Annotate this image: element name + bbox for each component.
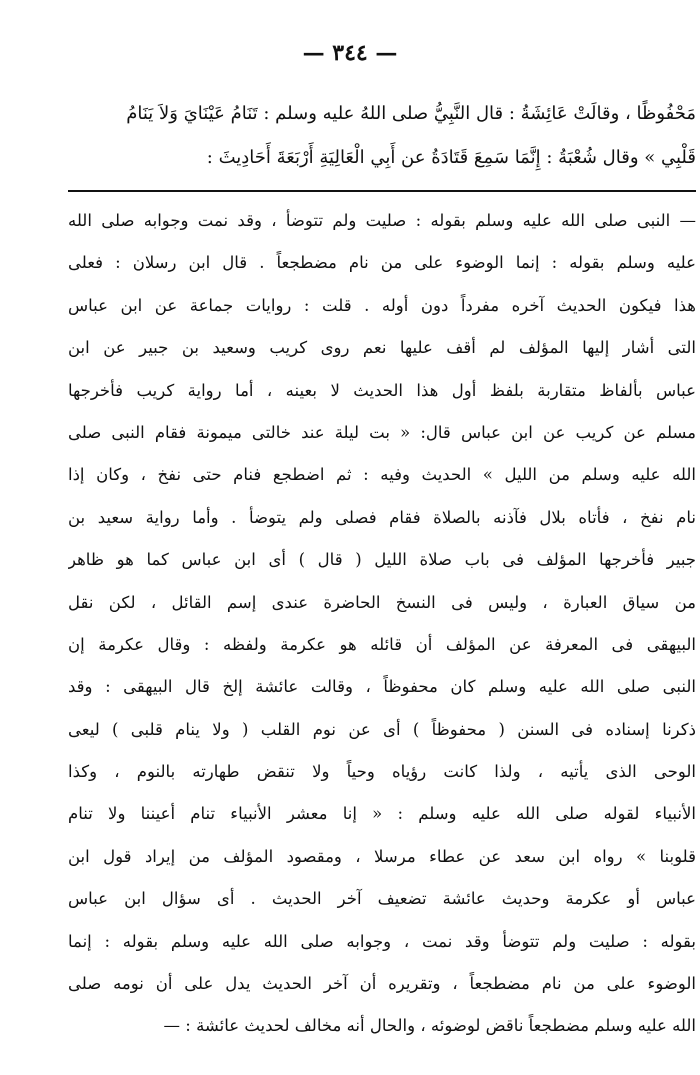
commentary-line: عليه وسلم بقوله : إنما الوضوء على من نام مضطجعاً . قال ابن رسلان : فعلى [68,253,696,273]
commentary-line: الوضوء على من نام مضطجعاً ، وتقريره أن آخر الحديث يدل على أن نومه صلى [68,974,696,994]
commentary-line: بقوله : صليت ولم تتوضأ وقد نمت ، وجوابه صلى الله عليه وسلم بقوله : إنما [68,931,696,951]
commentary-line: مسلم عن كريب عن ابن عباس قال: « بت ليلة عند خالتى ميمونة فقام النبى صلى [68,422,696,442]
commentary-line: هذا فيكون الحديث آخره مفرداً دون أوله . قلت : روايات جماعة عن ابن عباس [68,295,696,315]
commentary-line: ذكرنا إسناده فى السنن ( محفوظاً ) أى عن نوم القلب ( ولا ينام قلبى ) ليعى [68,719,696,739]
commentary-text [68,200,696,1048]
commentary-line: عباس أو عكرمة وحديث عائشة تضعيف آخر الحديث . أى سؤال ابن عباس [68,889,696,909]
hadith-text [68,92,696,180]
commentary-line: الوحى الذى يأتيه ، ولذا كانت رؤياه وحياً ولا تنقض طهارته بالنوم ، وكذا [68,762,696,782]
commentary-line: الأنبياء لقوله صلى الله عليه وسلم : « إنا معشر الأنبياء تنام أعيننا ولا تنام [68,804,696,824]
commentary-line: البيهقى فى المعرفة عن المؤلف أن قائله هو عكرمة ولفظه : وقال عكرمة إن [68,634,696,654]
commentary-line: نام نفخ ، فأتاه بلال فآذنه بالصلاة فقام فصلى ولم يتوضأ . وأما رواية سعيد بن [68,507,696,527]
commentary-line: قلوبنا » رواه ابن سعد عن عطاء مرسلا ، ومقصود المؤلف من إيراد قول ابن [68,846,696,866]
section-divider [68,190,696,192]
commentary-line: الله عليه وسلم مضطجعاً ناقض لوضوئه ، والحال أنه مخالف لحديث عائشة : — [163,1016,696,1036]
commentary-line: — النبى صلى الله عليه وسلم بقوله : صليت ولم تتوضأ ، وقد نمت وجوابه صلى الله [68,211,696,230]
hadith-text-line: مَحْفُوظًا ، وقالَتْ عَائِشَةُ : قال النَّبِيُّ صلى اللهُ عليه وسلم : تَنَامُ عَيْنَايَ وَلاَ يَنَامُ [126,103,696,124]
commentary-line: الله عليه وسلم من الليل » الحديث وفيه : ثم اضطجع فنام حتى نفخ ، وكان إذا [68,465,696,485]
commentary-line: النبى صلى الله عليه وسلم كان محفوظاً ، وقالت عائشة إلخ قال البيهقى : وقد [68,677,696,697]
commentary-line: جبير فأخرجها المؤلف فى باب صلاة الليل ( قال ) أى ابن عباس كما هو ظاهر [68,550,696,570]
hadith-text-line: قَلْبِي » وقال شُعْبَةُ : إِنَّمَا سَمِعَ قَتَادَةُ عن أَبِي الْعَالِيَةِ أَرْبَعَةَ أَحَادِيثَ : [206,147,696,168]
page-number: — ٣٤٤ — [302,40,398,66]
commentary-line: عباس بألفاظ متقاربة بلفظ أول هذا الحديث لا بعينه ، أما رواية كريب فأخرجها [68,380,696,400]
commentary-line: من سياق العبارة ، وليس فى النسخ الحاضرة عندى إسم القائل ، لكن نقل [68,592,696,612]
commentary-line: التى أشار إليها المؤلف لم أقف عليها نعم روى كريب وسعيد بن جبير عن ابن [68,338,696,358]
